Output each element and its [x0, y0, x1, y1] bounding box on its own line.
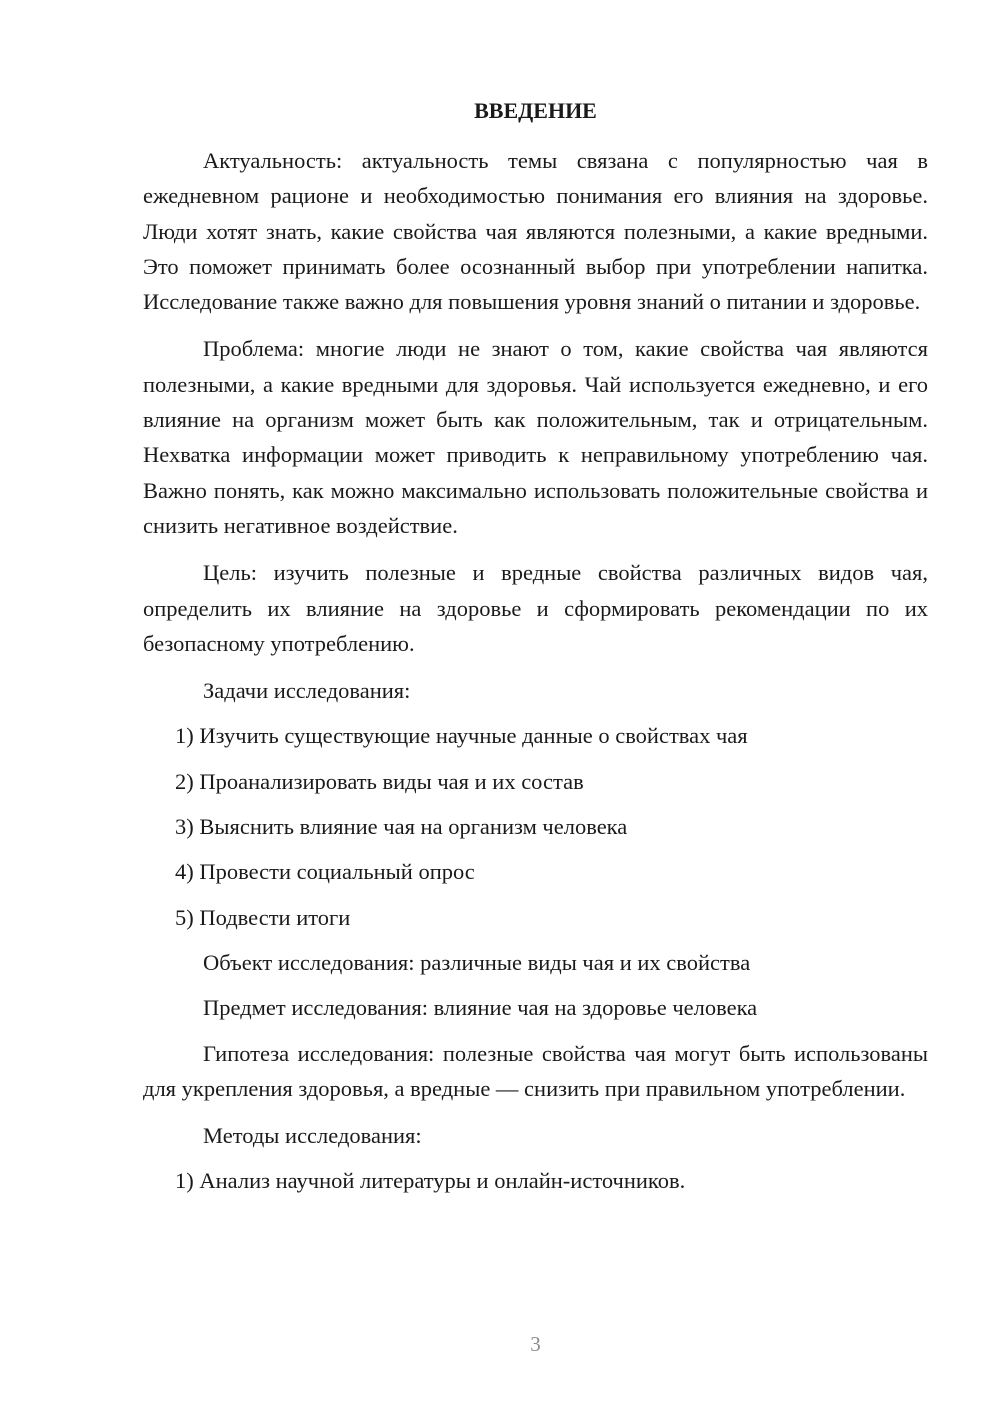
tasks-title: Задачи исследования: [203, 678, 411, 704]
tasks-list [143, 718, 928, 934]
goal-paragraph: Цель: изучить полезные и вредные свойства различных видов чая, определить их влияние на здоровье и сформировать рекомендации по их безопасному употреблению. [143, 560, 928, 656]
list-item: 4) Провести социальный опрос [175, 859, 475, 885]
list-item: 2) Проанализировать виды чая и их состав [175, 768, 584, 794]
page-title: ВВЕДЕНИЕ [474, 98, 597, 123]
list-item: 3) Выяснить влияние чая на организм человека [175, 814, 628, 840]
document-body [143, 143, 928, 1209]
methods-list [143, 1163, 928, 1198]
relevance-paragraph: Актуальность: актуальность темы связана с популярностью чая в ежедневном рационе и необходимостью понимания его влияния на здоровье. Люди хотят знать, какие свойства чая являются полезными, а какие вредными. Это поможет принимать более осознанный выбор при употреблении напитка. Исследование также важно для повышения уровня знаний о питании и здоровье. [143, 148, 928, 315]
list-item: 5) Подвести итоги [175, 904, 351, 930]
list-item: 1) Изучить существующие научные данные о свойствах чая [175, 723, 748, 749]
document-page [143, 0, 928, 1414]
methods-title: Методы исследования: [203, 1123, 422, 1149]
hypothesis-paragraph: Гипотеза исследования: полезные свойства чая могут быть использованы для укрепления здоровья, а вредные — снизить при правильном употреблении. [143, 1040, 928, 1101]
object-line: Объект исследования: различные виды чая и их свойства [203, 949, 751, 975]
problem-paragraph: Проблема: многие люди не знают о том, какие свойства чая являются полезными, а какие вредными для здоровья. Чай используется ежедневно, и его влияние на организм может быть как положительным, так и отрицательным. Нехватка информации может приводить к неправильному употреблению чая. Важно понять, как можно максимально использовать положительные свойства и снизить негативное воздействие. [143, 336, 928, 538]
subject-line: Предмет исследования: влияние чая на здоровье человека [203, 995, 758, 1021]
page-number: 3 [530, 1332, 541, 1356]
list-item: 1) Анализ научной литературы и онлайн-источников. [175, 1168, 686, 1194]
